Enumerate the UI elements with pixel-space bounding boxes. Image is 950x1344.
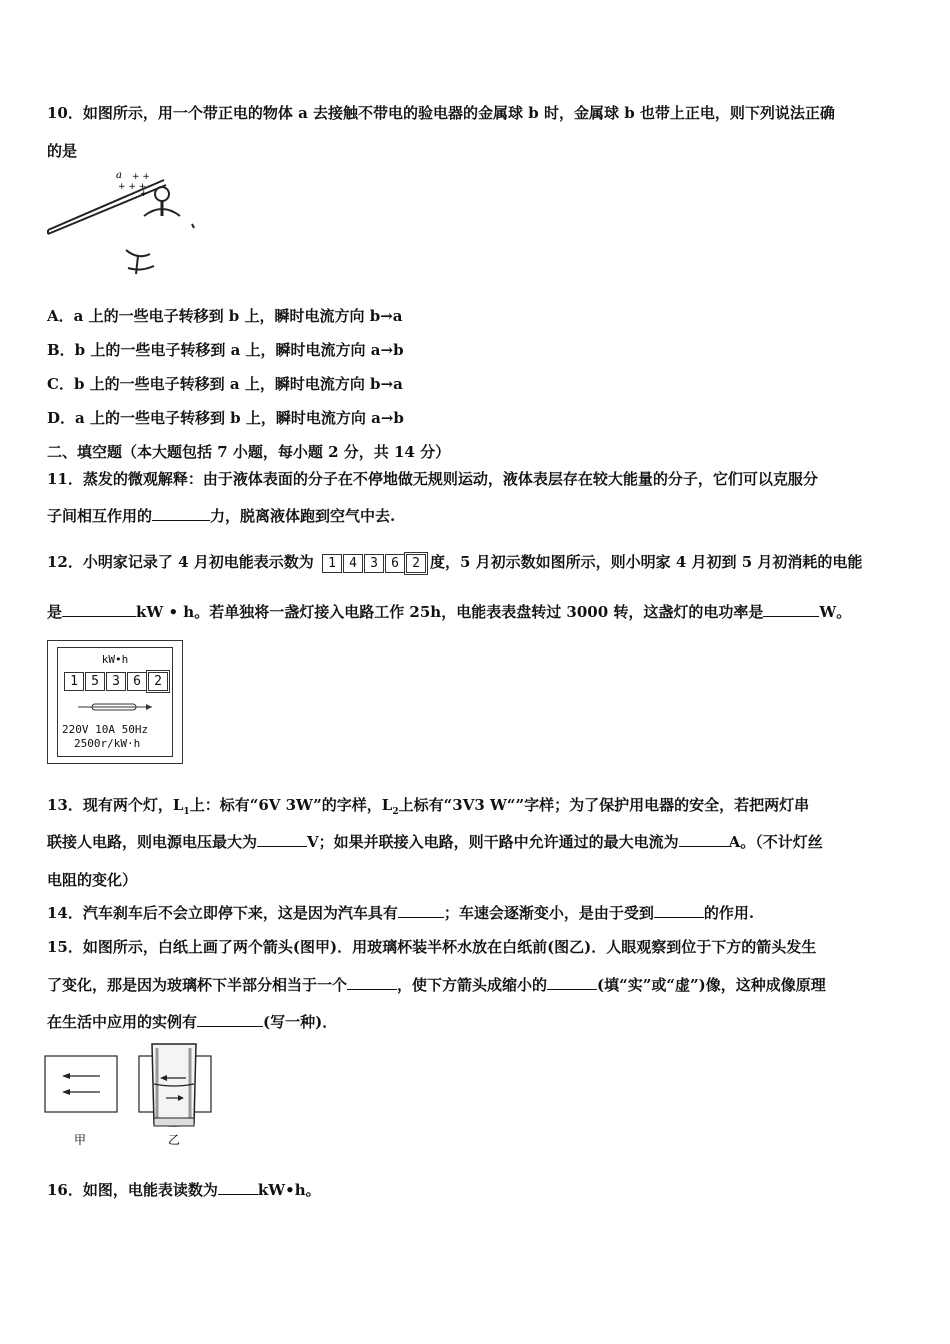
april-digit: 2 [406,554,426,573]
q11-text-b: 力，脱离液体跑到空气中去. [210,507,396,525]
april-digit: 3 [364,554,384,573]
q13-line1 [47,795,809,822]
q12-text-a: 12．小明家记录了 4 月初电能表示数为 [47,553,314,571]
meter-face [57,647,173,757]
q12-text-c: 是 [47,603,63,621]
q13-text-a: 13．现有两个灯，L [47,796,184,814]
meter-spec-2: 2500r/kW·h [74,737,141,750]
q10-option-b: B．b 上的一些电子转移到 a 上，瞬时电流方向 a→b [47,341,404,359]
q15-text-e: (写一种)． [263,1013,338,1031]
q15-blank-1[interactable] [347,975,397,990]
q15-text-d: 在生活中应用的实例有 [47,1013,198,1031]
q13-text-e: V；如果并联接入电路，则干路中允许通过的最大电流为 [307,833,679,851]
meter-digit: 6 [127,672,147,691]
q14-blank-2[interactable] [654,903,704,918]
q12-text-d: kW • h。若单独将一盏灯接入电路工作 25h，电能表表盘转过 3000 转，这盏灯的电功率是 [136,603,764,621]
q16-line [47,1180,321,1200]
q14-line [47,903,754,923]
q11-blank[interactable] [152,506,210,521]
q12-blank-energy[interactable] [62,602,136,617]
q11-line2 [47,506,395,526]
meter-digit: 1 [64,672,84,691]
q11-line1: 11．蒸发的微观解释：由于液体表面的分子在不停地做无规则运动，液体表层存在较大能量的分子，它们可以克服分 [47,470,818,488]
section-title: 二、填空题（本大题包括 7 小题，每小题 2 分，共 14 分） [47,443,451,461]
q10-option-d: D．a 上的一些电子转移到 b 上，瞬时电流方向 a→b [47,409,404,427]
q13-text-d: 联接人电路，则电源电压最大为 [47,833,258,851]
q15-blank-2[interactable] [547,975,597,990]
q13-sub1: 1 [183,807,190,817]
q10-option-c: C．b 上的一些电子转移到 a 上，瞬时电流方向 b→a [47,375,403,393]
electroscope-figure [44,168,204,278]
q15-blank-3[interactable] [197,1012,263,1027]
april-digit: 6 [385,554,405,573]
fig-label-jia: 甲 [74,1133,87,1147]
q16-text-b: kW•h。 [257,1181,321,1199]
electric-meter-figure [47,640,183,764]
q13-blank-voltage[interactable] [257,832,307,847]
q14-text-a: 14．汽车刹车后不会立即停下来，这是因为汽车具有 [47,904,398,922]
q13-text-f: A。（不计灯丝 [728,833,823,851]
april-meter-digits [322,554,427,573]
q14-text-c: 的作用. [703,904,755,922]
meter-spec-1: 220V 10A 50Hz [62,723,149,736]
q16-blank[interactable] [218,1180,258,1195]
q12-text-b: 度，5 月初示数如图所示，则小明家 4 月初到 5 月初消耗的电能 [430,553,863,571]
q13-text-b: 上：标有“6V 3W”的字样，L [189,796,393,814]
meter-disk-icon [58,697,170,717]
svg-text:+ +: + + [132,172,150,182]
meter-digit: 3 [106,672,126,691]
q10-option-a: A．a 上的一些电子转移到 b 上，瞬时电流方向 b→a [47,307,403,325]
q10-stem-line2: 的是 [47,142,78,160]
q13-line3: 电阻的变化） [47,871,138,889]
q13-sub2: 2 [392,807,399,817]
meter-digits [64,672,172,691]
svg-text:+ + +: + + + [118,182,147,192]
q13-line2 [47,832,823,852]
q12-line2 [47,602,851,622]
q15-text-c: (填“实”或“虚”)像，这种成像原理 [597,976,826,994]
q13-text-c: 上标有“3V3 W“”字样；为了保护用电器的安全，若把两灯串 [398,796,810,814]
meter-digit: 2 [148,672,168,691]
q16-text-a: 16．如图，电能表读数为 [47,1181,218,1199]
q13-blank-current[interactable] [679,832,729,847]
april-digit: 1 [322,554,342,573]
q12-text-e: W。 [819,603,852,621]
q15-text-a: 了变化，那是因为玻璃杯下半部分相当于一个 [47,976,348,994]
april-digit: 4 [343,554,363,573]
q15-line1: 15．如图所示，白纸上画了两个箭头(图甲)．用玻璃杯装半杯水放在白纸前(图乙)．人眼观察到位于下方的箭头发生 [47,938,817,956]
q12-blank-power[interactable] [763,602,819,617]
fig-label-yi: 乙 [168,1133,181,1147]
svg-text:+: + [140,189,148,199]
q15-line2 [47,975,826,995]
q10-stem-line1: 10．如图所示，用一个带正电的物体 a 去接触不带电的验电器的金属球 b 时，金属球 b 也带上正电，则下列说法正确 [47,104,835,122]
q14-blank-1[interactable] [398,903,444,918]
q14-text-b: ；车速会逐渐变小，是由于受到 [443,904,654,922]
fig-label-a: a [116,170,122,181]
glass-arrows-figure [44,1042,214,1150]
q11-text-a: 子间相互作用的 [47,507,153,525]
meter-unit: kW•h [101,653,129,666]
q12-line1 [47,552,862,573]
q15-text-b: ，使下方箭头成缩小的 [397,976,548,994]
q15-line3 [47,1012,337,1032]
meter-digit: 5 [85,672,105,691]
